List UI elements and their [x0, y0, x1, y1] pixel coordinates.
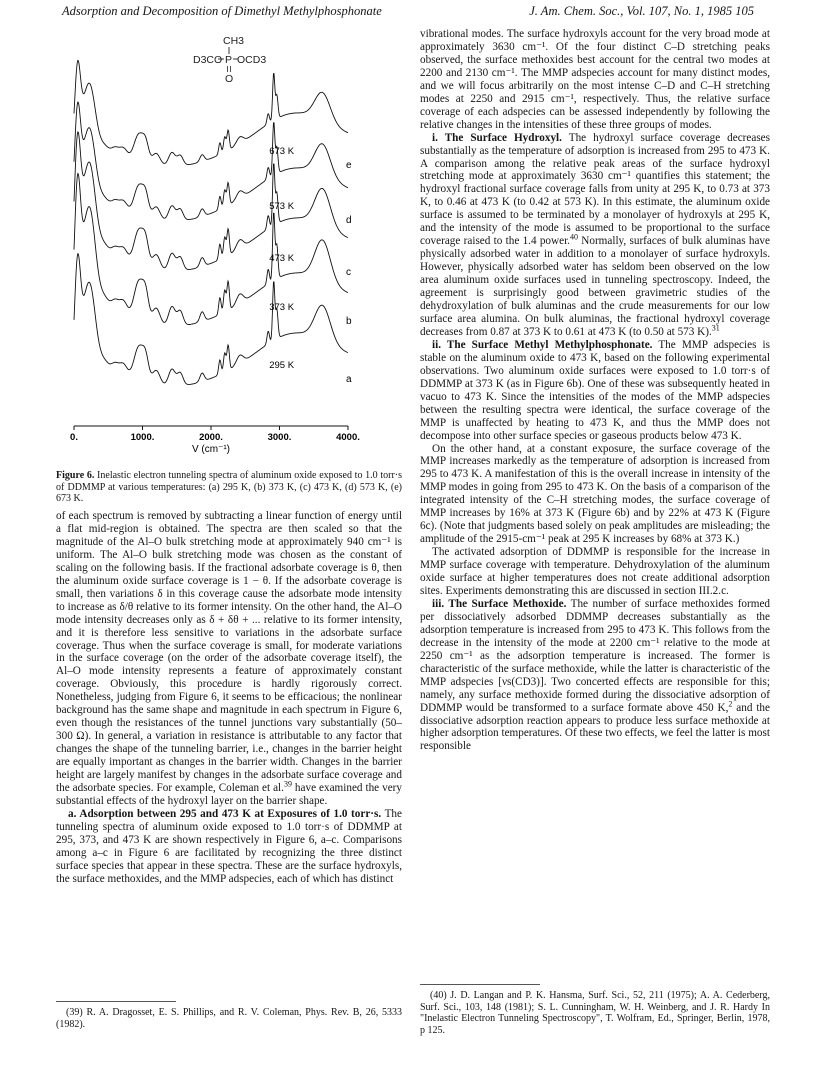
- caption-text: Inelastic electron tunneling spectra of aluminum oxide exposed to 1.0 torr·s of DDMMP at various temperatures: (a) 295 K, (b) 373 K, (c) 473 K, (d) 573 K, (e) 673 K.: [56, 470, 402, 505]
- temperature-label: 573 K: [269, 201, 295, 212]
- x-tick-label: 2000.: [199, 432, 223, 443]
- section-heading: iii. The Surface Methoxide.: [432, 597, 567, 610]
- structure-right: OCD3: [237, 54, 267, 66]
- section-heading: i. The Surface Hydroxyl.: [432, 131, 562, 144]
- structure-ch3: CH3: [223, 35, 245, 47]
- spectrum-c: [74, 132, 348, 270]
- temperature-label: 295 K: [269, 360, 295, 371]
- footnote-40: (40) J. D. Langan and P. K. Hansma, Surf. Sci., 52, 211 (1975); A. A. Cederberg, Surf. Sci., 103, 148 (1981); S. L. Cunningham, W. H. Weinberg, and J. R. Hardy In "Inelastic Electron Tunneling Spectroscopy", T. Wolfram, Ed., Springer, Berlin, 1978, p 125.: [420, 990, 770, 1036]
- left-column: [56, 510, 402, 886]
- temperature-label: 373 K: [269, 302, 295, 313]
- series-letter: e: [346, 160, 352, 171]
- spectra-chart: [56, 28, 402, 468]
- paragraph: The activated adsorption of DDMMP is responsible for the increase in MMP surface coverage with temperature. Dehydroxylation of the aluminum oxide surface at higher temperatures does not create additional adsorption sites. Experiments demonstrating this are discussed in section III.2.c.: [420, 546, 770, 597]
- spectra-traces: [74, 60, 352, 385]
- spectrum-a: [74, 254, 348, 385]
- structure-p: P: [225, 54, 233, 66]
- temperature-label: 473 K: [269, 253, 295, 264]
- paragraph: i. The Surface Hydroxyl. The hydroxyl surface coverage decreases substantially as the temperature of adsorption is increased from 295 to 473 K. A comparison among the relative peak areas of the surface hydroxyl stretching mode at approximately 3630 cm⁻¹ quantifies this statement; the hydroxyl fractional surface coverage falls from unity at 295 K, to 0.73 at 373 K, to 0.46 at 473 K (to 0.42 at 573 K). In this estimate, the aluminum oxide surface is assumed to be terminated by a monolayer of hydroxyls at 295 K, and the intensity of the mode is assumed to be proportional to the surface coverage raised to the 1.4 power.$^{40}$ Normally, surfaces of bulk aluminas have physically adsorbed water in addition to a monolayer of surface hydroxyls. However, physically adsorbed water has seldom been observed on the low area aluminum oxide surfaces used in tunneling spectroscopy. Indeed, the agreement is surprisingly good between gravimetric studies of the dehydroxylation of bulk aluminas and the crude measurements for our low surface area alumina. On bulk aluminas, the fractional hydroxyl coverage decreases from 0.87 at 373 K to 0.61 at 473 K (to 0.50 at 573 K).$^{31}$: [420, 131, 771, 338]
- paragraph: a. Adsorption between 295 and 473 K at Exposures of 1.0 torr·s. The tunneling spectra of aluminum oxide exposed to 1.0 torr·s of DDMMP at 295, 373, and 473 K are shown respectively in Figure 6, a–c. Comparisons among a–c in Figure 6 are facilitated by recognizing the three distinct surface species that appear in these spectra. These are the surface hydroxyls, the surface methoxides, and the MMP adspecies, each of which has distinct: [56, 807, 402, 885]
- series-letter: b: [346, 316, 352, 327]
- section-heading: ii. The Surface Methyl Methylphosphonate.: [432, 338, 653, 351]
- spectrum-d: [74, 102, 348, 219]
- caption-label: Figure 6.: [56, 470, 95, 481]
- footnote-rule: [420, 984, 540, 985]
- footnote-rule: [56, 1001, 176, 1002]
- x-axis-label: V (cm⁻¹): [191, 444, 231, 455]
- x-tick-label: 4000.: [336, 432, 360, 443]
- paragraph: iii. The Surface Methoxide. The number of surface methoxides formed per dissociatively adsorbed DDMMP decreases substantially as the adsorption temperature is increased from 295 to 473 K. This follows from the decrease in the intensity of the mode at 2200 cm⁻¹ relative to the mode at 2250 cm⁻¹ as the adsorption temperature is increased. The former is characteristic of the surface methoxide, while the latter is characteristic of the MMP adspecies [νs(CD3)]. Two concerted effects are responsible for this; namely, any surface methoxide formed during the dissociative adsorption of DDMMP would be transformed to a surface formate above 450 K,$^2$ and the dissociative adsorption reaction appears to produce less surface methoxide at higher adsorption temperatures. Of these two effects, we feel the latter is most responsible: [420, 597, 770, 753]
- spectrum-e: [74, 60, 348, 164]
- x-axis-ticks: [70, 426, 360, 443]
- footnote-39: (39) R. A. Dragosset, E. S. Phillips, and R. V. Coleman, Phys. Rev. B, 26, 5333 (1982).: [56, 1007, 402, 1030]
- temperature-label: 673 K: [269, 146, 295, 157]
- figure-6: [56, 28, 402, 468]
- series-letter: c: [346, 267, 351, 278]
- structure-o: O: [225, 73, 234, 85]
- paragraph: vibrational modes. The surface hydroxyls account for the very broad mode at approximately 3630 cm⁻¹. Of the four distinct C–D stretching peaks observed, the surface methoxides best account for the central two modes at 2200 and 2130 cm⁻¹. The MMP adspecies account for many distinct modes, and we will focus arbitrarily on the most intense C–D and C–H stretching modes at 2250 and 2915 cm⁻¹, respectively. Thus, the relative surface coverage of each adspecies can be assessed independently by following the relative changes in the intensities of these three groups of modes.: [420, 28, 770, 131]
- right-column: [420, 28, 770, 753]
- structure-left: D3CO: [193, 54, 223, 66]
- running-header-journal: J. Am. Chem. Soc., Vol. 107, No. 1, 1985 105: [529, 4, 754, 18]
- paragraph: ii. The Surface Methyl Methylphosphonate. The MMP adspecies is stable on the aluminum oxide to 473 K, based on the following experimental observations. Two aluminum oxide surfaces were exposed to 1.0 torr·s of DDMMP at 373 K (as in Figure 6b). One of these was subsequently heated in vacuo to 473 K. Since the intensities of the modes of the MMP adspecies between the resulting spectra were identical, the surface coverage of the MMP is unaffected by heating to 473 K, and thus the MMP does not decompose into other surface species or gaseous products below 473 K.: [420, 338, 770, 442]
- running-header-title: Adsorption and Decomposition of Dimethyl Methylphosphonate: [62, 4, 382, 18]
- x-tick-label: 0.: [70, 432, 78, 443]
- section-heading: a. Adsorption between 295 and 473 K at Exposures of 1.0 torr·s.: [68, 807, 382, 820]
- x-tick-label: 3000.: [267, 432, 292, 443]
- paragraph: of each spectrum is removed by subtracting a linear function of energy until a flat mid-region is obtained. The spectra are then scaled so that the magnitude of the Al–O bulk stretching mode at approximately 940 cm⁻¹ is uniform. The Al–O bulk stretching mode was chosen as the constant of scaling on the following basis. If the fractional adsorbate coverage is θ, then the aluminum oxide surface coverage is 1 − θ. If the adsorbate coverage is small, then variations δ in this coverage cause the adsorbate mode intensity to increase as δ/θ relative to its former intensity. On the other hand, the Al–O mode intensity decreases only as δ + δθ + ... relative to its former intensity, and it is therefore less sensitive to variations in the adsorbate surface coverage. Thus when the surface coverage is small, for moderate variations in the surface coverage (on the order of the adsorbate coverage itself), the Al–O mode intensity represents a feature of approximately constant coverage. Obviously, this procedure is hardly rigorously correct. Nonetheless, judging from Figure 6, it seems to be efficacious; the nonlinear background has the same shape and magnitude in each spectrum in Figure 6, even though the resistances of the tunnel junctions vary substantially (50–300 Ω). In general, a variation in resistance is attributable to any factor that changes the shape of the tunneling barrier, i.e., changes in the barrier height are equally important as changes in the barrier width. Changes in the barrier height are largely manifest by changes in the adsorbate surface coverage and the adsorbate species. For example, Coleman et al.$^{39}$ have examined the very substantial effects of the hydroxyl layer on the barrier shape.: [56, 510, 402, 807]
- x-tick-label: 1000.: [130, 432, 155, 443]
- paragraph: On the other hand, at a constant exposure, the surface coverage of the MMP increases markedly as the temperature of adsorption is increased from 295 to 473 K. A manifestation of this is the overall increase in intensity of the MMP modes in going from 295 to 473 K. On the basis of a comparison of the integrated intensity of the C–H stretching modes, the surface coverage of MMP increases by 16% at 373 K (Figure 6b) and by 22% at 473 K (Figure 6c). (Note that judgments based solely on peak amplitudes are misleading; the amplitude of the 2915-cm⁻¹ peak at 295 K increases by 68% at 373 K.): [420, 442, 770, 546]
- figure-caption: [56, 470, 402, 505]
- series-letter: a: [346, 374, 352, 385]
- spectrum-b: [74, 174, 348, 325]
- series-letter: d: [346, 215, 352, 226]
- chemical-structure: [193, 35, 266, 85]
